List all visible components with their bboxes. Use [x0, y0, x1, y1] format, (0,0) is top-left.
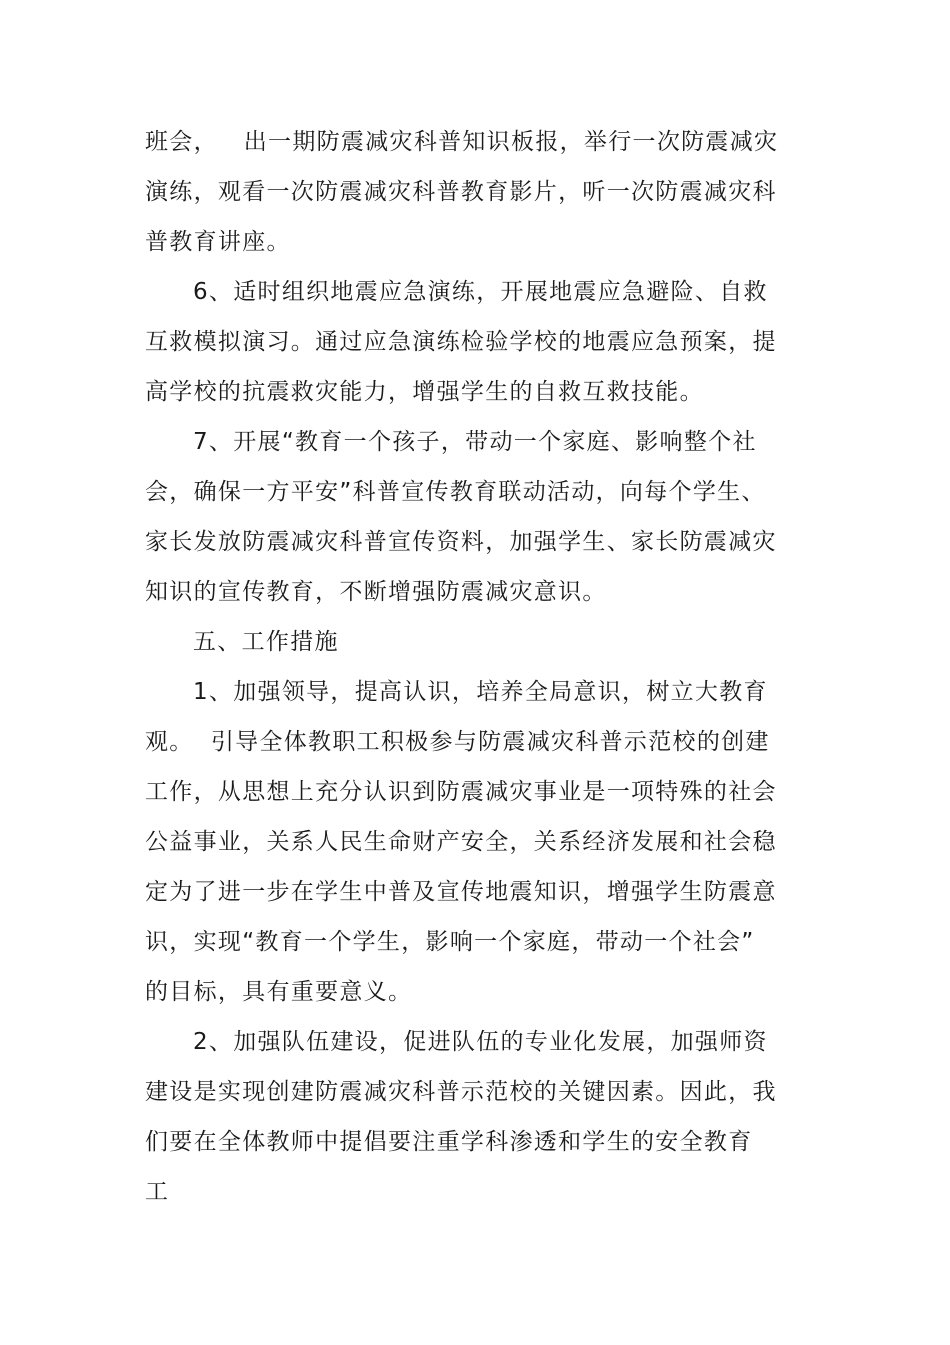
- text-line: 识，实现“教育一个学生，影响一个家庭，带动一个社会”: [145, 929, 755, 955]
- text-line: 观。 引导全体教职工积极参与防震减灾科普示范校的创建: [145, 729, 770, 755]
- text-line: 互救模拟演习。通过应急演练检验学校的地震应急预案，提: [145, 329, 777, 355]
- text-line: 建设是实现创建防震减灾科普示范校的关键因素。因此，我: [145, 1079, 777, 1105]
- text-line: 的目标，具有重要意义。: [145, 979, 413, 1005]
- paragraph-measure-2: 2、加强队伍建设，促进队伍的专业化发展，加强师资: [193, 1029, 768, 1055]
- text-line: 普教育讲座。: [145, 229, 291, 255]
- paragraph-item-6: 6、适时组织地震应急演练，开展地震应急避险、自救: [193, 279, 768, 305]
- section-heading: 五、工作措施: [193, 629, 339, 655]
- text-line: 会，确保一方平安”科普宣传教育联动活动，向每个学生、: [145, 479, 766, 505]
- text-line: 工作，从思想上充分认识到防震减灾事业是一项特殊的社会: [145, 779, 777, 805]
- text-line: 定为了进一步在学生中普及宣传地震知识，增强学生防震意: [145, 879, 777, 905]
- text-line: 家长发放防震减灾科普宣传资料，加强学生、家长防震减灾: [145, 529, 777, 555]
- text-line: 们要在全体教师中提倡要注重学科渗透和学生的安全教育: [145, 1129, 753, 1155]
- paragraph-measure-1: 1、加强领导，提高认识，培养全局意识，树立大教育: [193, 679, 768, 705]
- text-line: 演练，观看一次防震减灾科普教育影片，听一次防震减灾科: [145, 179, 777, 205]
- text-line: 工: [145, 1179, 170, 1205]
- text-line: 高学校的抗震救灾能力，增强学生的自救互救技能。: [145, 379, 704, 405]
- text-line: 公益事业，关系人民生命财产安全，关系经济发展和社会稳: [145, 829, 777, 855]
- text-line: 知识的宣传教育，不断增强防震减灾意识。: [145, 579, 607, 605]
- paragraph-item-7: 7、开展“教育一个孩子，带动一个家庭、影响整个社: [193, 429, 757, 455]
- text-line: 班会， 出一期防震减灾科普知识板报，举行一次防震减灾: [145, 129, 779, 155]
